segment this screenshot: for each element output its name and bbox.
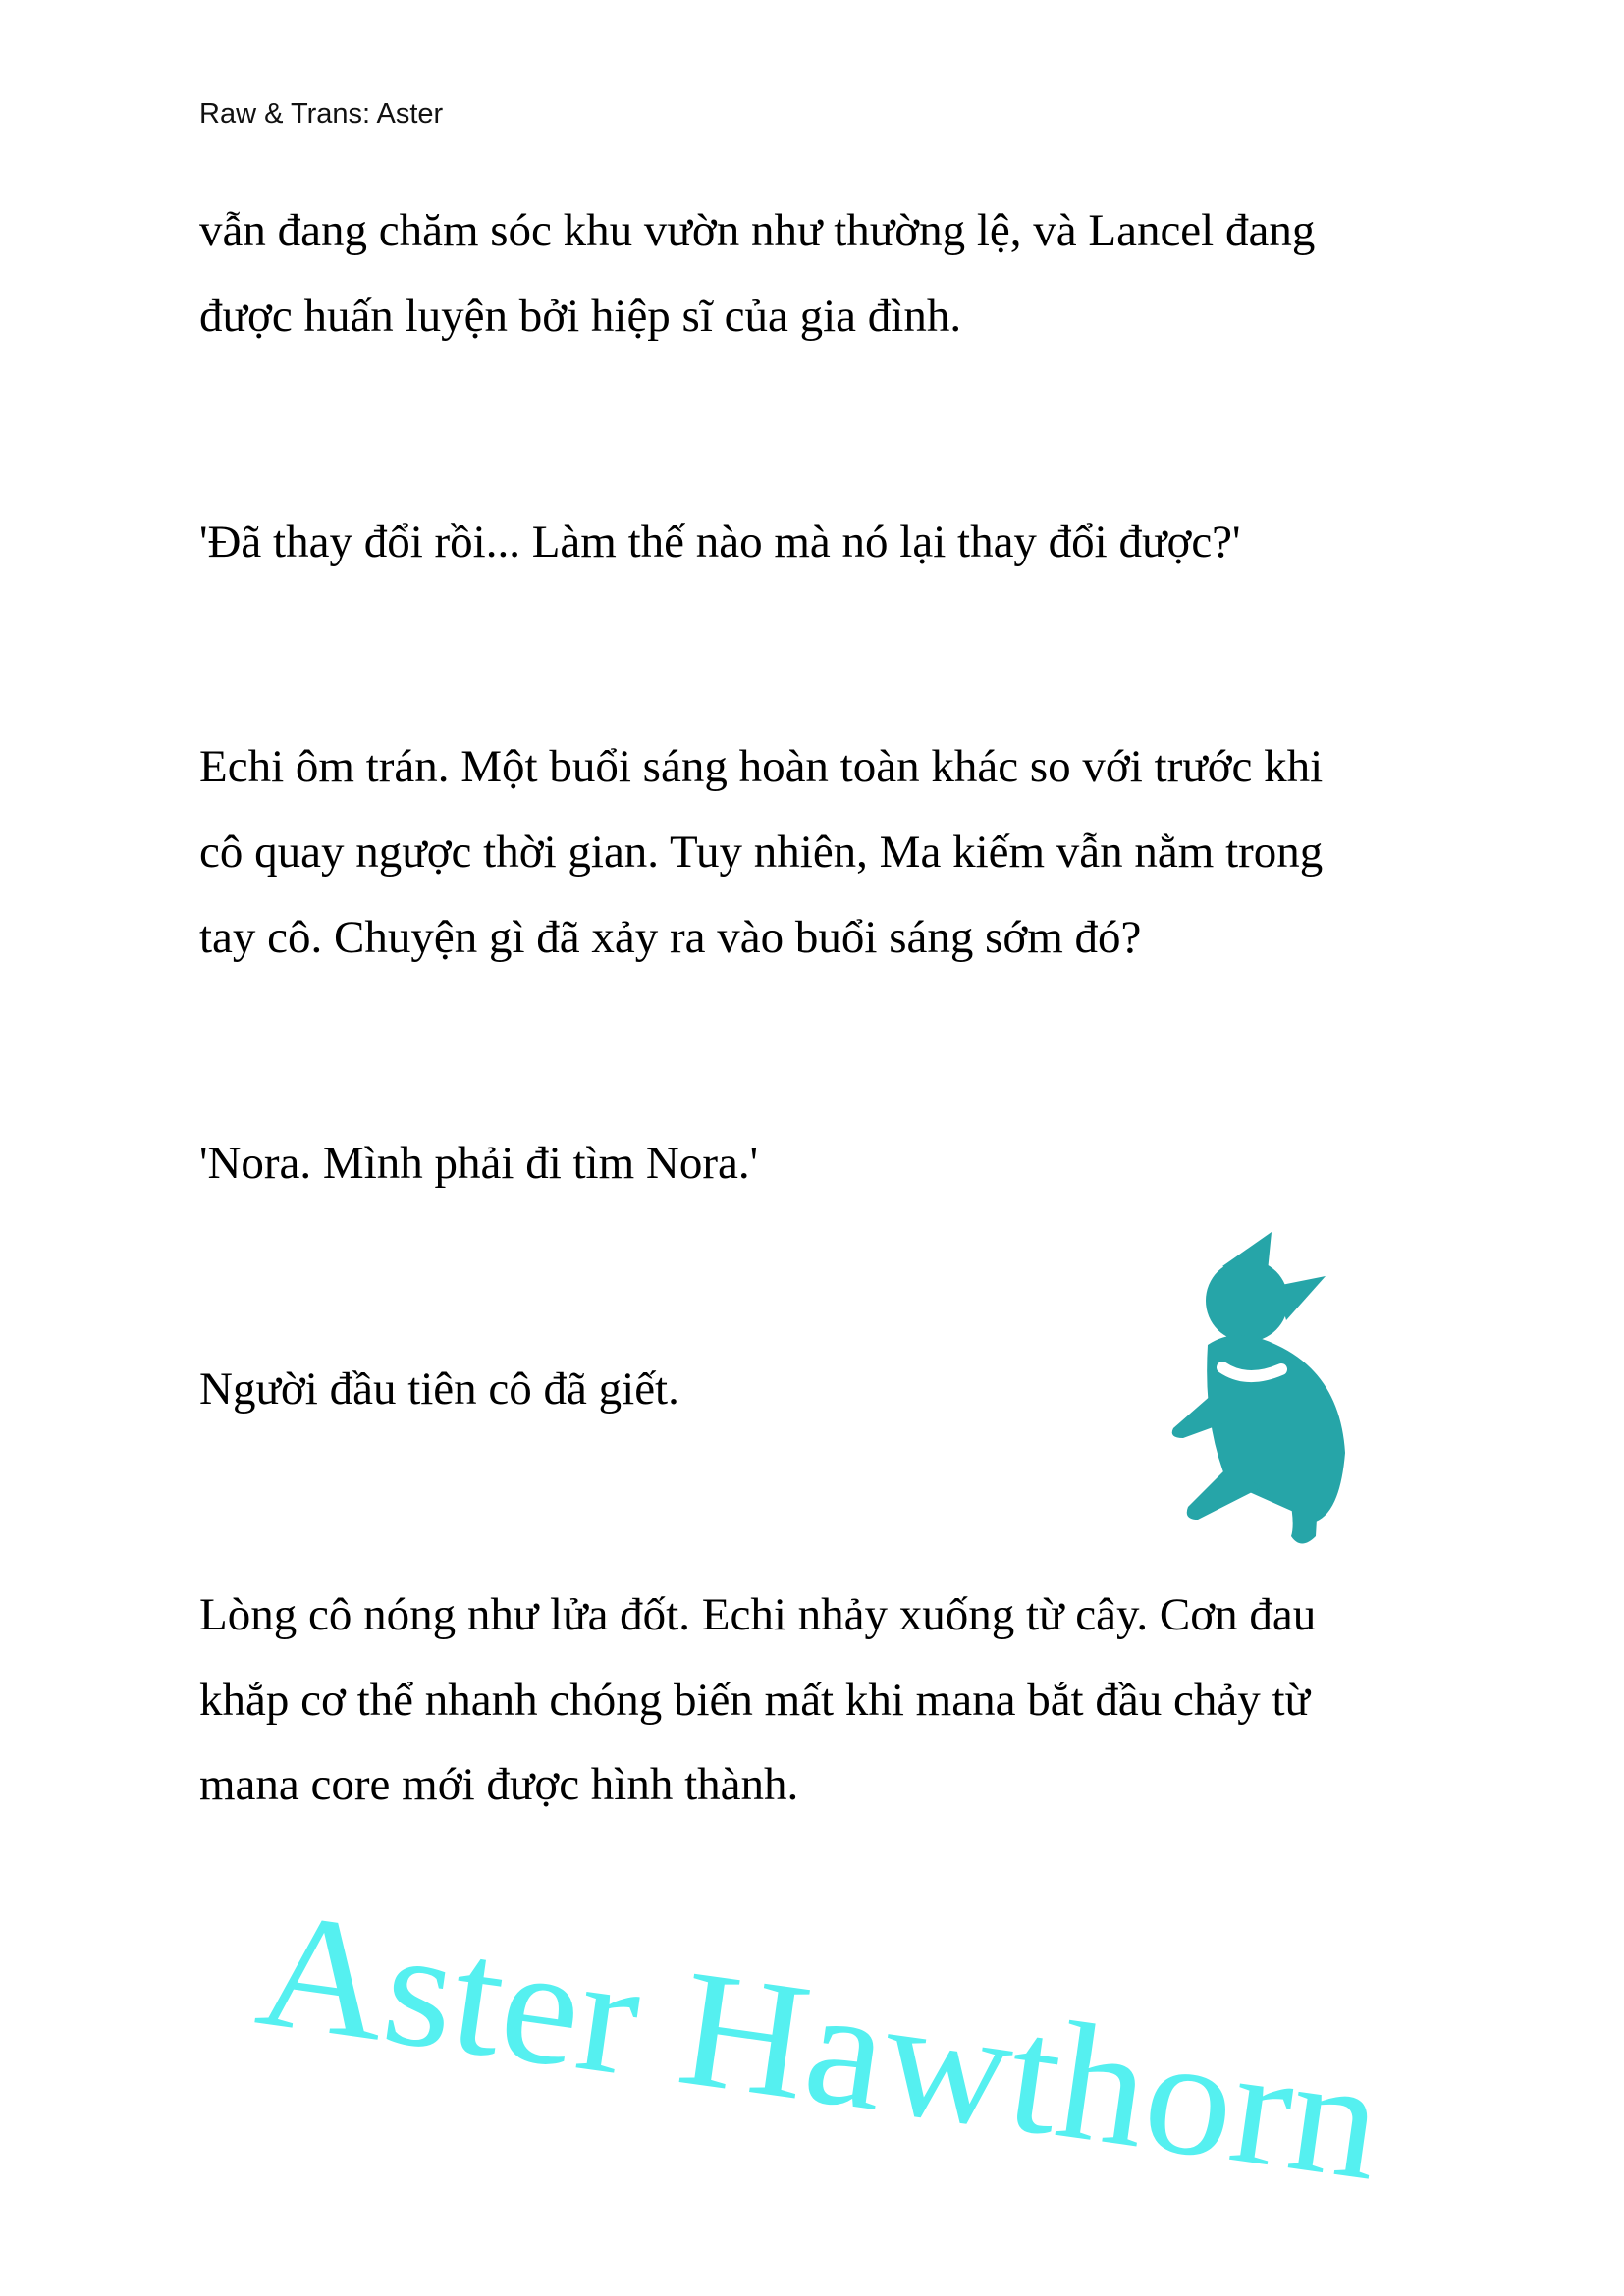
text-line: vẫn đang chăm sóc khu vườn như thường lệ, và Lancel đang xyxy=(199,205,1316,256)
text-line: cô quay ngược thời gian. Tuy nhiên, Ma kiếm vẫn nằm trong xyxy=(199,827,1324,878)
text-line: Lòng cô nóng như lửa đốt. Echi nhảy xuống từ cây. Cơn đau xyxy=(199,1589,1317,1640)
page-header: Raw & Trans: Aster xyxy=(199,98,444,130)
cat-logo-icon xyxy=(1168,1227,1365,1551)
text-line: mana core mới được hình thành. xyxy=(199,1759,799,1810)
text-line: 'Đã thay đổi rồi... Làm thế nào mà nó lại thay đổi được?' xyxy=(199,516,1241,567)
text-line: Người đầu tiên cô đã giết. xyxy=(199,1363,679,1415)
text-line: được huấn luyện bởi hiệp sĩ của gia đình. xyxy=(199,291,962,342)
watermark-text: Aster Hawthorn xyxy=(247,1875,1334,2208)
text-line: khắp cơ thể nhanh chóng biến mất khi mana bắt đầu chảy từ xyxy=(199,1675,1310,1726)
text-line: tay cô. Chuyện gì đã xảy ra vào buổi sáng sớm đó? xyxy=(199,912,1142,963)
text-line: 'Nora. Mình phải đi tìm Nora.' xyxy=(199,1138,759,1189)
text-line: Echi ôm trán. Một buổi sáng hoàn toàn khác so với trước khi xyxy=(199,741,1324,792)
